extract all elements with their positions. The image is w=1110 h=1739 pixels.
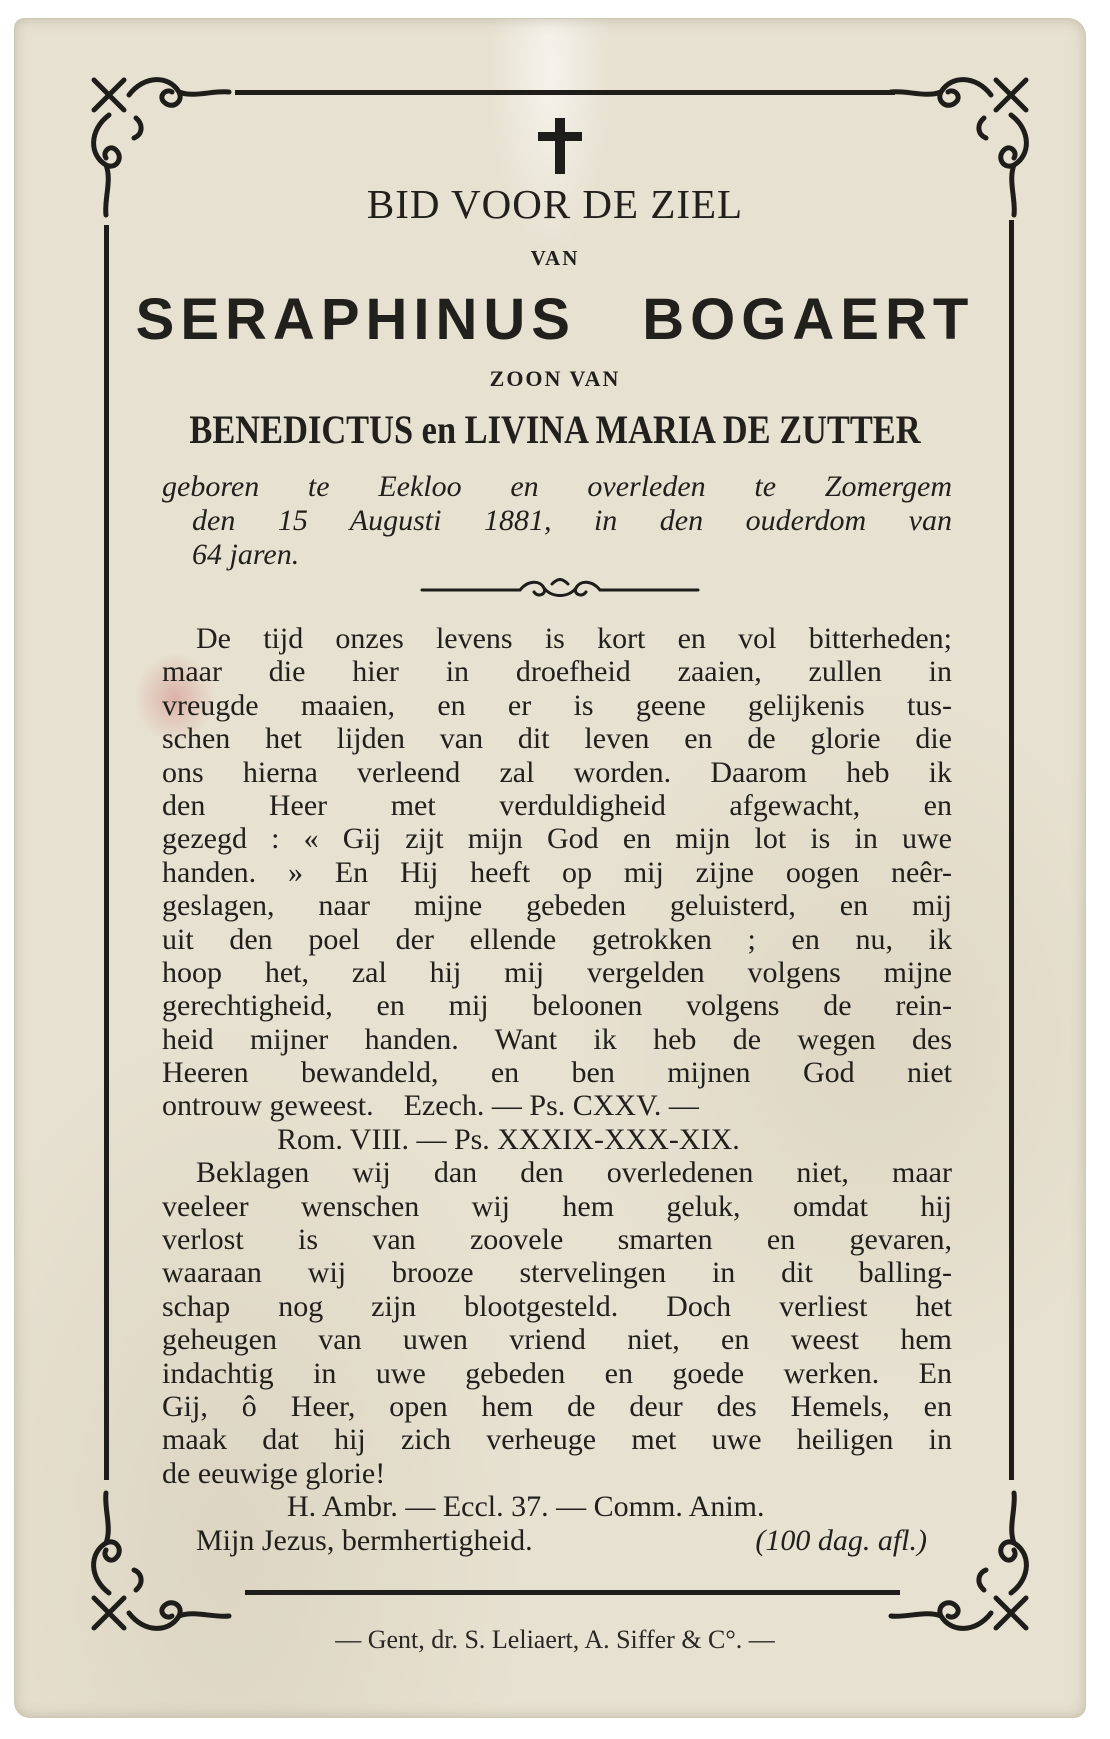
text-line: indachtig in uwe gebeden en goede werken. En: [162, 1356, 952, 1390]
intro-line: 64 jaren.: [192, 538, 300, 571]
parents-names: BENEDICTUS en LIVINA MARIA DE ZUTTER: [189, 407, 921, 452]
text-line: De tijd onzes levens is kort en vol bitterheden;: [196, 622, 952, 655]
intro-line: den 15 Augusti 1881, in den ouderdom van: [192, 504, 952, 537]
prayer-text: Mijn Jezus, bermhertigheid.: [196, 1523, 533, 1557]
text-line: Heeren bewandeld, en ben mijnen God niet: [162, 1056, 952, 1090]
text-line: den Heer met verduldigheid afgewacht, en: [162, 788, 952, 822]
frame-bottom-line: [245, 1590, 900, 1595]
frame-top-line: [235, 90, 895, 95]
van-label: VAN: [530, 246, 580, 270]
text-line: vreugde maaien, en er is geene gelijkenis tus-: [162, 688, 952, 722]
text-line: heid mijner handen. Want ik heb de wegen des: [162, 1022, 952, 1056]
text-line: ons hierna verleend zal worden. Daarom heb ik: [162, 755, 952, 789]
intro-line: geboren te Eekloo en overleden te Zomergem: [162, 470, 952, 503]
zoon-van-label: ZOON VAN: [489, 366, 621, 391]
birth-death-info: [162, 470, 952, 572]
indulgence-note: (100 dag. afl.): [755, 1523, 927, 1557]
text-line: maar die hier in droefheid zaaien, zullen in: [162, 655, 952, 689]
text-line: gerechtigheid, en mij beloonen volgens de rein-: [162, 989, 952, 1023]
scroll-divider-icon: [420, 578, 700, 602]
prayer-line: [162, 1524, 952, 1557]
text-line: waaraan wij brooze stervelingen in dit balling-: [162, 1256, 952, 1290]
text-line: de eeuwige glorie!: [162, 1456, 386, 1490]
text-line: ontrouw geweest. Ezech. — Ps. CXXV. —: [162, 1089, 699, 1123]
text-line: uit den poel der ellende getrokken ; en nu, ik: [162, 922, 952, 956]
text-line: Gij, ô Heer, open hem de deur des Hemels, en: [162, 1389, 952, 1423]
cross-icon: [538, 118, 582, 174]
text-line: Beklagen wij dan den overledenen niet, maar: [196, 1156, 952, 1190]
text-line: veeleer wenschen wij hem geluk, omdat hij: [162, 1189, 952, 1223]
text-line: verlost is van zoovele smarten en gevaren,: [162, 1223, 952, 1257]
deceased-name: SERAPHINUS BOGAERT: [135, 287, 975, 352]
text-line: maak dat hij zich verheuge met uwe heiligen in: [162, 1423, 952, 1457]
card-title: BID VOOR DE ZIEL: [366, 181, 744, 227]
text-line: gezegd : « Gij zijt mijn God en mijn lot is in uwe: [162, 822, 952, 856]
printer-imprint: — Gent, dr. S. Leliaert, A. Siffer & C°. —: [335, 1625, 775, 1654]
scripture-text: [162, 622, 952, 1557]
text-line: handen. » En Hij heeft op mij zijne oogen neêr-: [162, 855, 952, 889]
text-line: schap nog zijn blootgesteld. Doch verliest het: [162, 1289, 952, 1323]
text-line: schen het lijden van dit leven en de glorie die: [162, 722, 952, 756]
scripture-reference: Rom. VIII. — Ps. XXXIX-XXX-XIX.: [277, 1122, 740, 1156]
text-line: hoop het, zal hij mij vergelden volgens mijne: [162, 955, 952, 989]
text-line: geslagen, naar mijne gebeden geluisterd, en mij: [162, 889, 952, 923]
text-line: geheugen van uwen vriend niet, en weest hem: [162, 1323, 952, 1357]
scripture-reference: H. Ambr. — Eccl. 37. — Comm. Anim.: [287, 1490, 765, 1524]
